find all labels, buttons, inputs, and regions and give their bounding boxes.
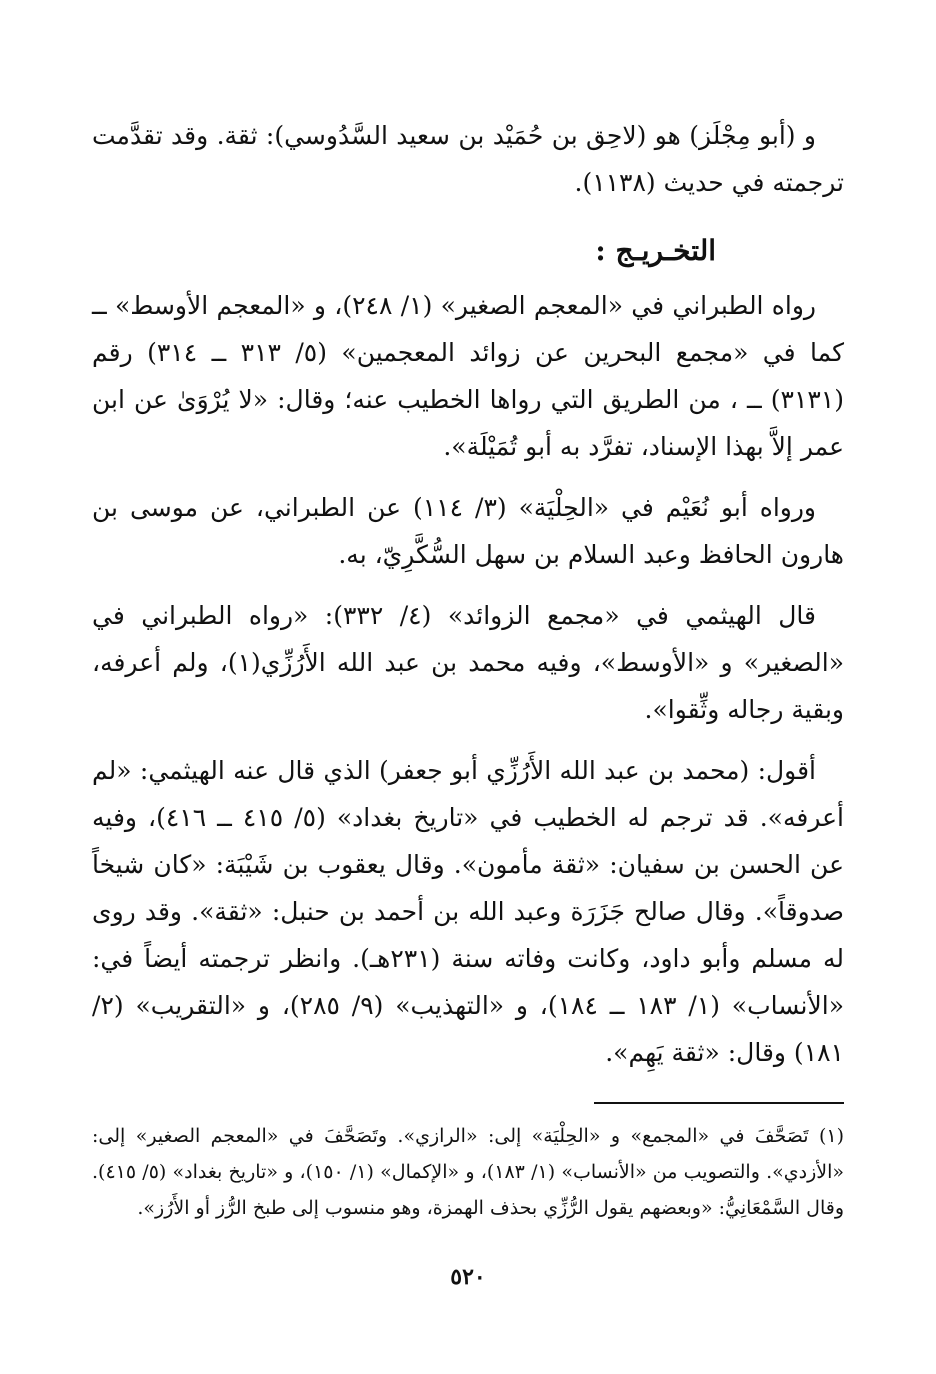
paragraph-abu-nuaym: ورواه أبو نُعَيْم في «الحِلْيَة» (٣/ ١١٤) عن الطبراني، عن موسى بن هارون الحافظ وعبد السلام بن سهل السُّكَّرِيّ، به. [92, 493, 844, 569]
paragraph-gap [92, 470, 844, 484]
section-heading-takhrij: التخـريـج : [595, 234, 716, 267]
book-page [92, 112, 844, 1314]
footnote-1 [92, 1118, 844, 1226]
footnote-number: (١) [818, 1125, 844, 1147]
paragraph-tabarani: رواه الطبراني في «المعجم الصغير» (١/ ٢٤٨)، و «المعجم الأوسط» ــ كما في «مجمع البحرين عن زوائد المعجمين» (٥/ ٣١٣ ــ ٣١٤) رقم (٣١٣١) ــ ، من الطريق التي رواها الخطيب عنه؛ وقال: «لا يُرْوَىٰ عن ابن عمر إلاَّ بهذا الإسناد، تفرَّد به أبو تُمَيْلَة». [92, 291, 844, 461]
paragraph-author-comment: أقول: (محمد بن عبد الله الأَرُزِّي أبو جعفر) الذي قال عنه الهيثمي: «لم أعرفه». قد ترجم له الخطيب في «تاريخ بغداد» (٥/ ٤١٥ ــ ٤١٦)، وفيه عن الحسن بن سفيان: «ثقة مأمون». وقال يعقوب بن شَيْبَة: «كان شيخاً صدوقاً». وقال صالح جَزَرَة وعبد الله بن أحمد بن حنبل: «ثقة». وقد روى له مسلم وأبو داود، وكانت وفاته سنة (٢٣١هـ). وانظر ترجمته أيضاً في: «الأنساب» (١/ ١٨٣ ــ ١٨٤)، و «التهذيب» (٩/ ٢٨٥)، و «التقريب» (٢/ ١٨١) وقال: «ثقة يَهِم». [92, 756, 845, 1067]
paragraph-haythami: قال الهيثمي في «مجمع الزوائد» (٤/ ٣٣٢): «رواه الطبراني في «الصغير» و «الأوسط»، وفيه محمد بن عبد الله الأَرُزِّي(١)، ولم أعرفه، وبقية رجاله وثِّقوا». [92, 601, 844, 724]
paragraph-gap [92, 733, 844, 747]
page-number: ٥٢٠ [450, 1264, 486, 1290]
paragraph-narrator-note: و (أبو مِجْلَز) هو (لاحِق بن حُمَيْد بن سعيد السَّدُوسي): ثقة. وقد تقدَّمت ترجمته في حديث (١١٣٨). [92, 121, 844, 197]
footnote-separator [594, 1102, 844, 1104]
paragraph-gap [92, 578, 844, 592]
footnote-text: تَصَحَّفَ في «المجمع» و «الحِلْيَة» إلى: «الرازي». وتَصَحَّفَ في «المعجم الصغير» إلى: «الأزدي». والتصويب من «الأنساب» (١/ ١٨٣)، و «الإكمال» (١/ ١٥٠)، و «تاريخ بغداد» (٥/ ٤١٥). وقال السَّمْعَانِيُّ: «وبعضهم يقول الرُّزِّي بحذف الهمزة، وهو منسوب إلى طبخ الرُّز أو الأَرُز». [92, 1125, 844, 1219]
